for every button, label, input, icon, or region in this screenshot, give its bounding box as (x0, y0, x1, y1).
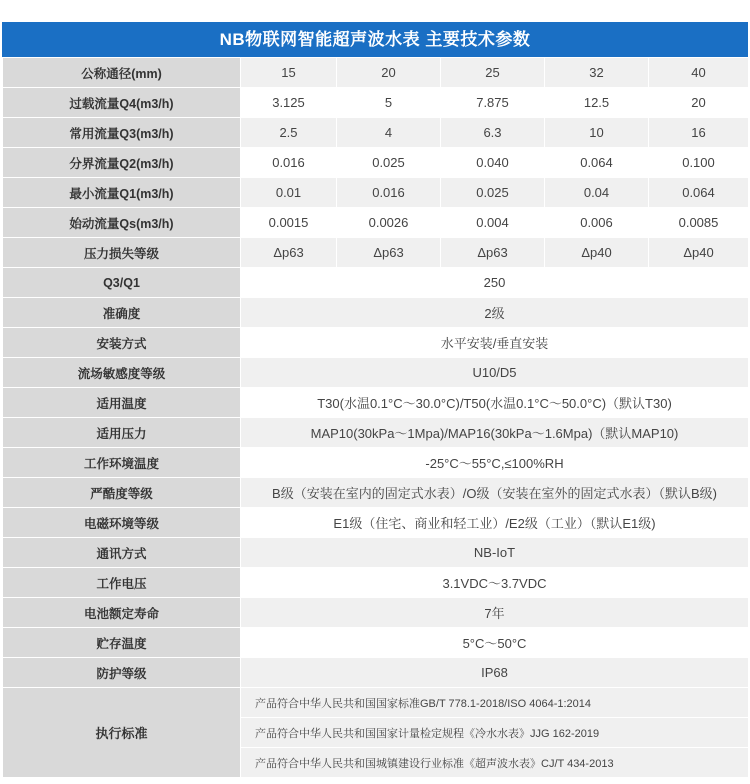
param-value: 0.006 (545, 208, 649, 238)
table-row (3, 628, 749, 658)
param-value: 0.016 (241, 148, 337, 178)
param-value: 5°C～50°C (241, 628, 749, 658)
param-value: 16 (649, 118, 749, 148)
table-row (3, 658, 749, 688)
table-row (3, 178, 749, 208)
param-value: 32 (545, 58, 649, 88)
param-value: 0.040 (441, 148, 545, 178)
param-value: MAP10(30kPa～1Mpa)/MAP16(30kPa～1.6Mpa)（默认MAP10) (241, 418, 749, 448)
param-label: 严酷度等级 (3, 478, 241, 508)
param-label: 适用温度 (3, 388, 241, 418)
param-value: Δp63 (441, 238, 545, 268)
param-value: 250 (241, 268, 749, 298)
param-label: 过载流量Q4(m3/h) (3, 88, 241, 118)
param-value: B级（安装在室内的固定式水表）/O级（安装在室外的固定式水表）（默认B级) (241, 478, 749, 508)
param-value: 4 (337, 118, 441, 148)
standard-item: 产品符合中华人民共和国城镇建设行业标准《超声波水表》CJ/T 434-2013 (241, 748, 749, 778)
table-row (3, 268, 749, 298)
table-row (3, 508, 749, 538)
table-row (3, 208, 749, 238)
param-value: 7.875 (441, 88, 545, 118)
param-label: 适用压力 (3, 418, 241, 448)
param-value: 3.125 (241, 88, 337, 118)
param-label: 分界流量Q2(m3/h) (3, 148, 241, 178)
standards-row (3, 688, 749, 718)
standard-item: 产品符合中华人民共和国国家标准GB/T 778.1-2018/ISO 4064-1:2014 (241, 688, 749, 718)
param-label: 准确度 (3, 298, 241, 328)
param-label: 工作环境温度 (3, 448, 241, 478)
param-label: 安装方式 (3, 328, 241, 358)
param-value: Δp40 (545, 238, 649, 268)
table-row (3, 568, 749, 598)
table-row (3, 418, 749, 448)
param-value: 水平安装/垂直安装 (241, 328, 749, 358)
table-row (3, 598, 749, 628)
param-value: 25 (441, 58, 545, 88)
param-value: T30(水温0.1°C～30.0°C)/T50(水温0.1°C～50.0°C)（默认T30) (241, 388, 749, 418)
param-label: 贮存温度 (3, 628, 241, 658)
param-value: 15 (241, 58, 337, 88)
table-row (3, 478, 749, 508)
param-label: 电池额定寿命 (3, 598, 241, 628)
table-row (3, 298, 749, 328)
table-row (3, 358, 749, 388)
param-value: Δp63 (241, 238, 337, 268)
param-value: 0.0015 (241, 208, 337, 238)
table-row (3, 148, 749, 178)
standard-item: 产品符合中华人民共和国国家计量检定规程《冷水水表》JJG 162-2019 (241, 718, 749, 748)
param-value: 40 (649, 58, 749, 88)
param-label: 通讯方式 (3, 538, 241, 568)
param-label: 流场敏感度等级 (3, 358, 241, 388)
table-title: NB物联网智能超声波水表 主要技术参数 (2, 22, 748, 57)
param-label: 电磁环境等级 (3, 508, 241, 538)
param-value: 0.0026 (337, 208, 441, 238)
param-value: 20 (649, 88, 749, 118)
param-value: IP68 (241, 658, 749, 688)
param-label: Q3/Q1 (3, 268, 241, 298)
param-value: 3.1VDC～3.7VDC (241, 568, 749, 598)
table-row (3, 448, 749, 478)
param-label: 最小流量Q1(m3/h) (3, 178, 241, 208)
param-label: 压力损失等级 (3, 238, 241, 268)
param-value: 5 (337, 88, 441, 118)
param-value: 0.004 (441, 208, 545, 238)
param-value: 0.100 (649, 148, 749, 178)
param-value: 2级 (241, 298, 749, 328)
param-value: Δp63 (337, 238, 441, 268)
param-value: E1级（住宅、商业和轻工业）/E2级（工业）（默认E1级) (241, 508, 749, 538)
param-value: 0.025 (337, 148, 441, 178)
spec-table (2, 57, 749, 778)
table-row (3, 238, 749, 268)
standards-label: 执行标准 (3, 688, 241, 778)
param-value: 0.016 (337, 178, 441, 208)
param-value: 12.5 (545, 88, 649, 118)
param-value: Δp40 (649, 238, 749, 268)
param-value: 10 (545, 118, 649, 148)
param-label: 始动流量Qs(m3/h) (3, 208, 241, 238)
param-value: 0.01 (241, 178, 337, 208)
param-label: 工作电压 (3, 568, 241, 598)
table-row (3, 88, 749, 118)
param-value: 6.3 (441, 118, 545, 148)
table-row (3, 328, 749, 358)
param-value: U10/D5 (241, 358, 749, 388)
param-value: 7年 (241, 598, 749, 628)
param-label: 公称通径(mm) (3, 58, 241, 88)
spec-sheet (2, 22, 748, 778)
param-value: NB-IoT (241, 538, 749, 568)
param-value: -25°C～55°C,≤100%RH (241, 448, 749, 478)
param-value: 0.025 (441, 178, 545, 208)
table-row (3, 388, 749, 418)
table-row (3, 58, 749, 88)
table-row (3, 118, 749, 148)
table-row (3, 538, 749, 568)
param-value: 0.04 (545, 178, 649, 208)
param-value: 2.5 (241, 118, 337, 148)
param-value: 0.0085 (649, 208, 749, 238)
param-value: 0.064 (545, 148, 649, 178)
param-value: 20 (337, 58, 441, 88)
param-label: 防护等级 (3, 658, 241, 688)
param-label: 常用流量Q3(m3/h) (3, 118, 241, 148)
param-value: 0.064 (649, 178, 749, 208)
